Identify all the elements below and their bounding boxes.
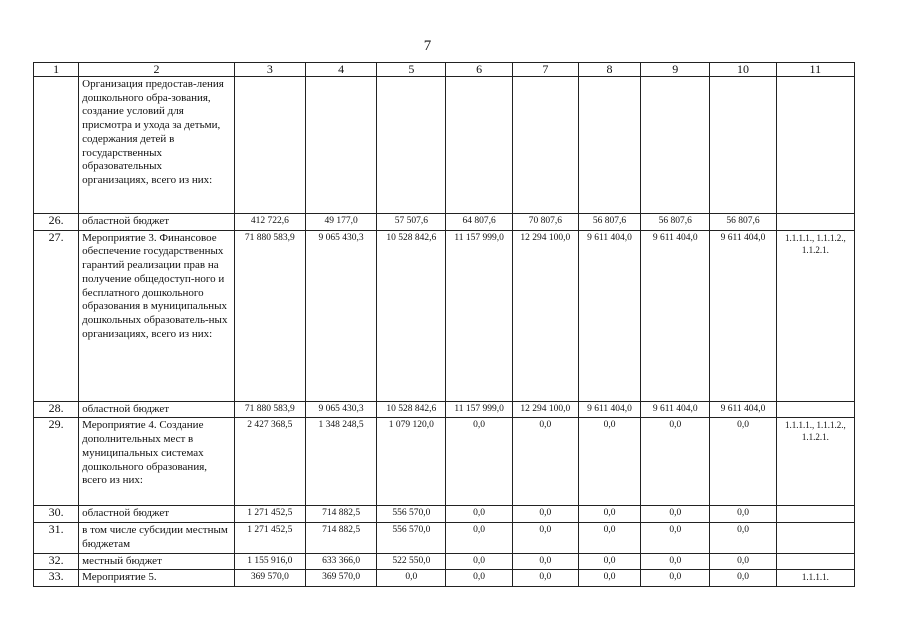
row-number: 26. — [34, 214, 79, 231]
table-row — [34, 418, 855, 506]
value-cell-col-3: 412 722,6 — [234, 214, 305, 231]
value-cell-col-7: 0,0 — [512, 523, 578, 553]
value-cell-col-6: 11 157 999,0 — [446, 230, 512, 401]
value-cell-col-8: 0,0 — [578, 570, 640, 587]
value-cell-col-5: 522 550,0 — [377, 553, 446, 570]
value-cell-col-5: 556 570,0 — [377, 506, 446, 523]
value-cell-col-6 — [446, 77, 512, 214]
value-cell-col-5: 556 570,0 — [377, 523, 446, 553]
page-number: 7 — [423, 38, 432, 54]
column-header-7: 7 — [512, 63, 578, 77]
value-cell-col-9: 0,0 — [641, 553, 710, 570]
column-header-2: 2 — [79, 63, 235, 77]
value-cell-col-4: 9 065 430,3 — [305, 401, 376, 418]
table-row — [34, 401, 855, 418]
value-cell-col-7: 70 807,6 — [512, 214, 578, 231]
table-row — [34, 570, 855, 587]
row-number — [34, 77, 79, 214]
table-row — [34, 553, 855, 570]
value-cell-col-7 — [512, 77, 578, 214]
value-cell-col-7: 0,0 — [512, 506, 578, 523]
value-cell-col-5: 1 079 120,0 — [377, 418, 446, 506]
reference-cell — [776, 506, 854, 523]
value-cell-col-9: 56 807,6 — [641, 214, 710, 231]
value-cell-col-7: 0,0 — [512, 418, 578, 506]
value-cell-col-5: 10 528 842,6 — [377, 230, 446, 401]
value-cell-col-6: 0,0 — [446, 506, 512, 523]
value-cell-col-6: 11 157 999,0 — [446, 401, 512, 418]
row-description: Мероприятие 3. Финансовое обеспечение государственных гарантий реализации прав на получение общедоступ-ного и бесплатного дошкольного образования в муниципальных дошкольных образователь-ных организациях, всего из них: — [79, 230, 235, 401]
value-cell-col-10: 9 611 404,0 — [710, 230, 776, 401]
table-body — [34, 63, 855, 587]
value-cell-col-4: 1 348 248,5 — [305, 418, 376, 506]
column-header-6: 6 — [446, 63, 512, 77]
value-cell-col-5: 0,0 — [377, 570, 446, 587]
table-row — [34, 77, 855, 214]
value-cell-col-3: 1 271 452,5 — [234, 506, 305, 523]
column-header-1: 1 — [34, 63, 79, 77]
reference-cell — [776, 214, 854, 231]
budget-table — [33, 62, 855, 587]
value-cell-col-3: 1 155 916,0 — [234, 553, 305, 570]
value-cell-col-4: 633 366,0 — [305, 553, 376, 570]
value-cell-col-10: 0,0 — [710, 523, 776, 553]
value-cell-col-9: 9 611 404,0 — [641, 401, 710, 418]
value-cell-col-6: 0,0 — [446, 523, 512, 553]
reference-cell — [776, 401, 854, 418]
value-cell-col-5: 10 528 842,6 — [377, 401, 446, 418]
reference-cell: 1.1.1.1. — [776, 570, 854, 587]
value-cell-col-9: 0,0 — [641, 506, 710, 523]
value-cell-col-10: 56 807,6 — [710, 214, 776, 231]
value-cell-col-8: 56 807,6 — [578, 214, 640, 231]
table-row — [34, 506, 855, 523]
value-cell-col-3: 71 880 583,9 — [234, 230, 305, 401]
value-cell-col-10: 0,0 — [710, 506, 776, 523]
value-cell-col-7: 0,0 — [512, 553, 578, 570]
row-description: Организация предостав-ления дошкольного обра-зования, создание условий для присмотра и ухода за детьми, содержания детей в государственных образовательных организациях, всего из них: — [79, 77, 235, 214]
column-header-4: 4 — [305, 63, 376, 77]
row-number: 32. — [34, 553, 79, 570]
column-header-8: 8 — [578, 63, 640, 77]
value-cell-col-10 — [710, 77, 776, 214]
value-cell-col-4: 714 882,5 — [305, 506, 376, 523]
value-cell-col-4: 714 882,5 — [305, 523, 376, 553]
value-cell-col-3: 369 570,0 — [234, 570, 305, 587]
column-header-5: 5 — [377, 63, 446, 77]
value-cell-col-9: 0,0 — [641, 523, 710, 553]
value-cell-col-4: 9 065 430,3 — [305, 230, 376, 401]
value-cell-col-3: 1 271 452,5 — [234, 523, 305, 553]
value-cell-col-7: 12 294 100,0 — [512, 401, 578, 418]
value-cell-col-4: 369 570,0 — [305, 570, 376, 587]
table-row — [34, 230, 855, 401]
reference-cell — [776, 523, 854, 553]
row-number: 28. — [34, 401, 79, 418]
reference-cell: 1.1.1.1., 1.1.1.2., 1.1.2.1. — [776, 230, 854, 401]
value-cell-col-6: 64 807,6 — [446, 214, 512, 231]
value-cell-col-9: 0,0 — [641, 570, 710, 587]
value-cell-col-5: 57 507,6 — [377, 214, 446, 231]
value-cell-col-10: 9 611 404,0 — [710, 401, 776, 418]
value-cell-col-3: 71 880 583,9 — [234, 401, 305, 418]
row-number: 33. — [34, 570, 79, 587]
value-cell-col-9: 0,0 — [641, 418, 710, 506]
value-cell-col-6: 0,0 — [446, 418, 512, 506]
reference-cell — [776, 77, 854, 214]
column-header-10: 10 — [710, 63, 776, 77]
row-description: Мероприятие 5. — [79, 570, 235, 587]
value-cell-col-9: 9 611 404,0 — [641, 230, 710, 401]
value-cell-col-9 — [641, 77, 710, 214]
value-cell-col-8: 9 611 404,0 — [578, 230, 640, 401]
table-row — [34, 214, 855, 231]
value-cell-col-8: 0,0 — [578, 553, 640, 570]
value-cell-col-10: 0,0 — [710, 418, 776, 506]
row-description: местный бюджет — [79, 553, 235, 570]
value-cell-col-6: 0,0 — [446, 570, 512, 587]
value-cell-col-6: 0,0 — [446, 553, 512, 570]
value-cell-col-5 — [377, 77, 446, 214]
row-description: в том числе субсидии местным бюджетам — [79, 523, 235, 553]
row-description: Мероприятие 4. Создание дополнительных мест в муниципальных системах дошкольного образования, всего из них: — [79, 418, 235, 506]
value-cell-col-3: 2 427 368,5 — [234, 418, 305, 506]
row-number: 29. — [34, 418, 79, 506]
row-description: областной бюджет — [79, 401, 235, 418]
row-number: 31. — [34, 523, 79, 553]
table-row — [34, 523, 855, 553]
reference-cell: 1.1.1.1., 1.1.1.2., 1.1.2.1. — [776, 418, 854, 506]
value-cell-col-10: 0,0 — [710, 553, 776, 570]
row-description: областной бюджет — [79, 506, 235, 523]
reference-cell — [776, 553, 854, 570]
header-row — [34, 63, 855, 77]
row-number: 27. — [34, 230, 79, 401]
row-number: 30. — [34, 506, 79, 523]
value-cell-col-10: 0,0 — [710, 570, 776, 587]
value-cell-col-8: 0,0 — [578, 523, 640, 553]
value-cell-col-8: 0,0 — [578, 418, 640, 506]
column-header-3: 3 — [234, 63, 305, 77]
value-cell-col-4: 49 177,0 — [305, 214, 376, 231]
value-cell-col-7: 12 294 100,0 — [512, 230, 578, 401]
column-header-11: 11 — [776, 63, 854, 77]
value-cell-col-4 — [305, 77, 376, 214]
column-header-9: 9 — [641, 63, 710, 77]
value-cell-col-8: 0,0 — [578, 506, 640, 523]
value-cell-col-8: 9 611 404,0 — [578, 401, 640, 418]
value-cell-col-7: 0,0 — [512, 570, 578, 587]
row-description: областной бюджет — [79, 214, 235, 231]
value-cell-col-3 — [234, 77, 305, 214]
value-cell-col-8 — [578, 77, 640, 214]
